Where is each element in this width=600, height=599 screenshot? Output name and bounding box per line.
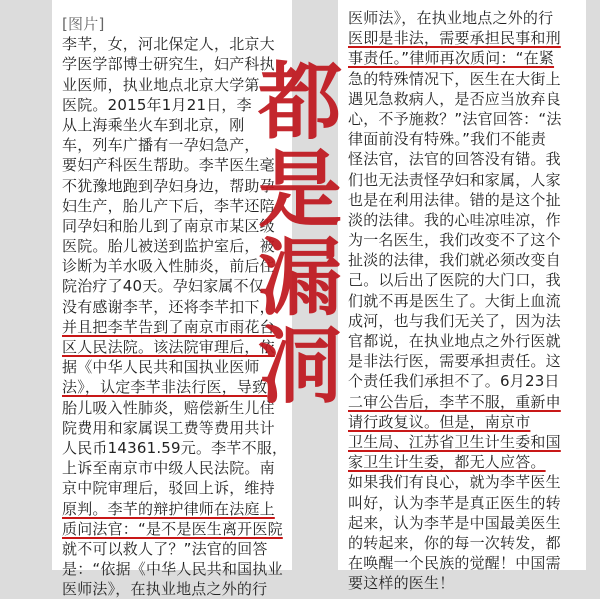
text-line: 人民币14361.59元。李芊不服， <box>62 438 288 457</box>
text-line: 学医学部博士研究生，妇产科执 <box>62 55 275 74</box>
text-line: 遇见急救病人，是否应当放弃良 <box>348 89 561 108</box>
text-line: 官都说，在执业地点之外行医就 <box>348 332 561 350</box>
text-line: 是：“依据《中华人民共和国执业 <box>62 560 283 579</box>
text-line: 车，列车广播有一孕妇急产， <box>62 136 260 155</box>
text-line: 淡的法律。我的心哇凉哇凉，作 <box>348 210 561 229</box>
text-line: 们就不再是医生了。大街上血流 <box>348 291 561 310</box>
text-line: 院治疗了40天。孕妇家属不仅 <box>62 277 264 296</box>
text-line: 业医师，执业地点北京大学第 <box>62 75 260 94</box>
text-line: 没有感谢李芊，还将李芊扣下， <box>62 297 275 316</box>
text-line: 叫好，认为李芊是真正医生的转 <box>348 493 561 512</box>
text-line: 要这样的医生！ <box>348 574 455 593</box>
text-line: 起来，认为李芊是中国最美医生 <box>348 513 561 532</box>
text-line: 法》，认定李芊非法行医，导致 <box>62 378 268 397</box>
text-line: 妇生产，胎儿产下后，李芊还陪 <box>62 196 275 215</box>
text-line: 事责任。”律师再次质问：“在紧 <box>348 49 555 68</box>
text-line: 二审公告后，李芊不服，重新申 <box>348 392 561 411</box>
text-line: 要妇产科医生帮助。李芊医生毫 <box>62 156 275 175</box>
text-line: [图片] <box>62 15 105 33</box>
text-line: 请行政复议。但是，南京市 <box>348 412 531 431</box>
text-line: 怪法官，法官的回答没有错。我 <box>348 150 561 169</box>
text-line: 诊断为羊水吸入性肺炎，前后住 <box>62 257 275 276</box>
text-line: 律面前没有特殊。”我们不能责 <box>348 130 547 149</box>
text-line: 李芊，女，河北保定人，北京大 <box>62 35 275 54</box>
text-line: 院费用和家属误工费等费用共计 <box>62 418 275 437</box>
overlay-char: 都 <box>257 52 342 151</box>
text-line: 原判。李芊的辩护律师在法庭上 <box>62 499 275 518</box>
red-overlay-text <box>240 52 360 415</box>
text-line: 医师法》，在执业地点之外的行 <box>348 9 554 27</box>
text-line: 上诉至南京市中级人民法院。南 <box>62 459 275 478</box>
text-line: 在唤醒一个民族的觉醒！中国需 <box>348 554 561 573</box>
text-line: 区人民法院。该法院审理后，依 <box>62 338 275 356</box>
text-line: 如果我们有良心，就为李芊医生 <box>348 473 561 492</box>
text-line: 个责任我们承担不了。6月23日 <box>348 372 560 391</box>
text-line: 京中院审理后，驳回上诉，维持 <box>62 479 275 498</box>
text-line: 据《中华人民共和国执业医师 <box>62 358 260 377</box>
text-line: 成河，也与我们无关了，因为法 <box>348 311 561 330</box>
text-line: 同孕妇和胎儿到了南京市某区级 <box>62 216 275 235</box>
text-line: 己。以后出了医院的大门口，我 <box>348 271 561 290</box>
text-line: 家卫生计生委，都无人应答。 <box>348 453 546 472</box>
text-line: 医即是非法，需要承担民事和刑 <box>348 29 561 48</box>
text-line: 为一名医生，我们改变不了这个 <box>348 231 561 250</box>
text-line: 也是在利用法律。错的是这个扯 <box>348 190 561 209</box>
text-line: 从上海乘坐火车到北京，刚 <box>62 115 245 134</box>
overlay-char: 漏 <box>257 228 342 327</box>
text-line: 的转起来，你的每一次转发，都 <box>348 533 561 552</box>
text-line: 们也无法责怪孕妇和家属，人家 <box>348 170 561 189</box>
text-line: 胎儿吸入性肺炎，赔偿新生儿住 <box>62 398 275 417</box>
text-line: 并且把李芊告到了南京市雨花台 <box>62 317 275 336</box>
text-line: 不犹豫地跑到孕妇身边，帮助孕 <box>62 176 275 195</box>
text-line: 质问法官：“是不是医生离开医院 <box>62 519 283 538</box>
text-line: 心，不予施救？”法官回答：“法 <box>348 109 562 128</box>
text-line: 医院。2015年1月21日，李 <box>62 95 252 114</box>
overlay-char: 是 <box>257 140 342 239</box>
text-line: 急的特殊情况下，医生在大街上 <box>348 69 561 88</box>
text-line: 是非法行医，需要承担责任。这 <box>348 352 561 371</box>
text-line: 就不可以救人了？”法官的回答 <box>62 539 268 558</box>
text-line: 医师法》，在执业地点之外的行 <box>62 580 268 599</box>
text-line: 卫生局、江苏省卫生计生委和国 <box>348 432 561 451</box>
right-message-panel <box>338 0 586 593</box>
overlay-char: 洞 <box>257 316 342 415</box>
text-line: 医院。胎儿被送到监护室后，被 <box>62 237 275 256</box>
text-line: 扯淡的法律，我们就必须改变自 <box>348 251 561 270</box>
